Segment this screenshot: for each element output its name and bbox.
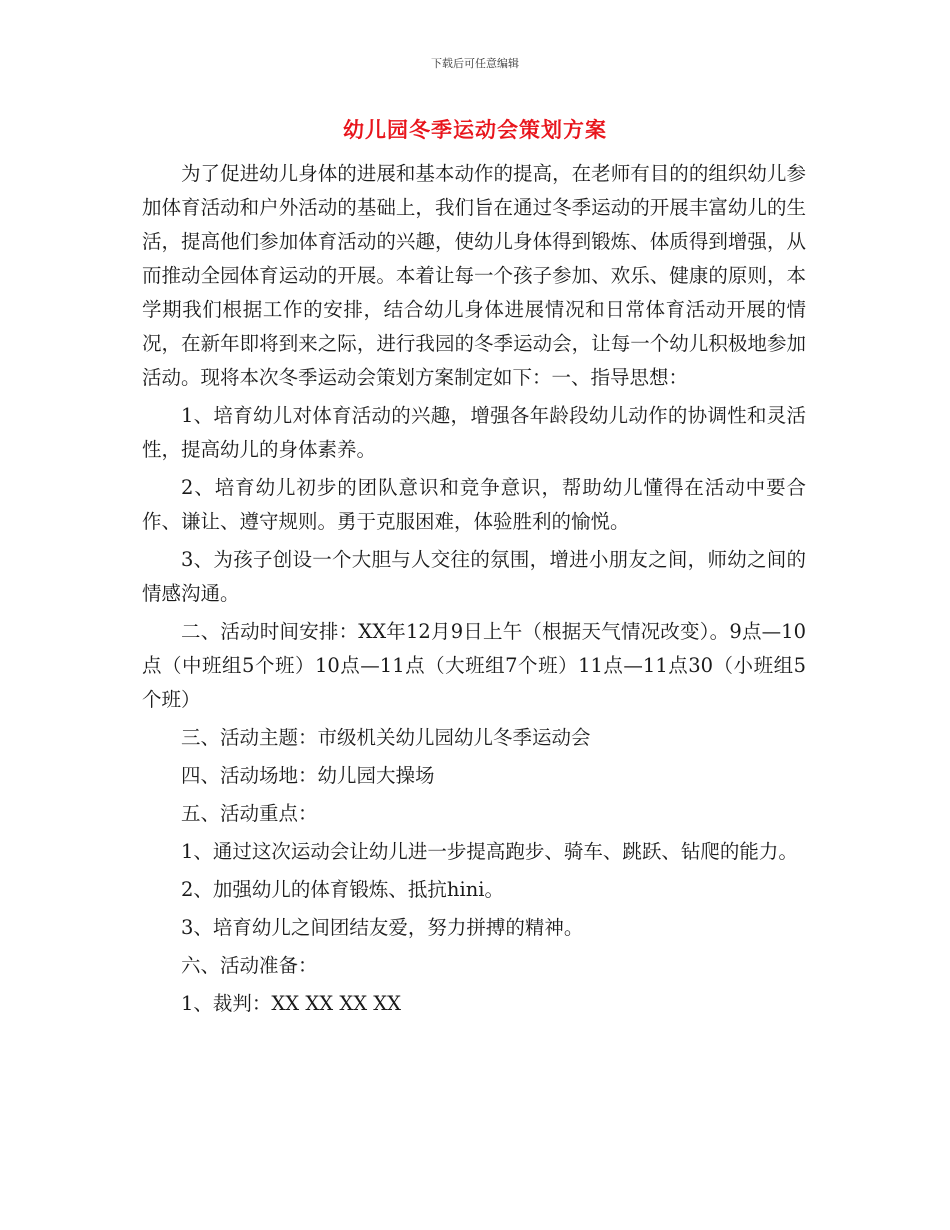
paragraph-item: 1、裁判：XX XX XX XX [181, 992, 402, 1015]
paragraph-venue: 四、活动场地：幼儿园大操场 [181, 764, 435, 787]
paragraph-item: 1、通过这次运动会让幼儿进一步提高跑步、骑车、跳跃、钻爬的能力。 [181, 840, 798, 863]
header-note: 下载后可任意编辑 [431, 57, 519, 70]
paragraph-heading-focus: 五、活动重点： [181, 802, 318, 825]
document-title: 幼儿园冬季运动会策划方案 [343, 117, 607, 142]
paragraph-item: 3、为孩子创设一个大胆与人交往的氛围，增进小朋友之间，师幼之间的情感沟通。 [142, 548, 806, 605]
document-body [142, 157, 806, 1021]
paragraph-intro: 为了促进幼儿身体的进展和基本动作的提高，在老师有目的的组织幼儿参加体育活动和户外活动的基础上，我们旨在通过冬季运动的开展丰富幼儿的生活，提高他们参加体育活动的兴趣，使幼儿身体得到锻炼、体质得到增强，从而推动全园体育运动的开展。本着让每一个孩子参加、欢乐、健康的原则，本学期我们根据工作的安排，结合幼儿身体进展情况和日常体育活动开展的情况，在新年即将到来之际，进行我园的冬季运动会，让每一个幼儿积极地参加活动。现将本次冬季运动会策划方案制定如下：一、指导思想： [142, 162, 806, 389]
paragraph-item: 1、培育幼儿对体育活动的兴趣，增强各年龄段幼儿动作的协调性和灵活性，提高幼儿的身体素养。 [142, 404, 806, 461]
paragraph-item: 2、培育幼儿初步的团队意识和竞争意识，帮助幼儿懂得在活动中要合作、谦让、遵守规则。勇于克服困难，体验胜利的愉悦。 [142, 476, 806, 533]
paragraph-item: 3、培育幼儿之间团结友爱，努力拼搏的精神。 [181, 916, 584, 939]
paragraph-heading-prep: 六、活动准备： [181, 954, 318, 977]
paragraph-theme: 三、活动主题：市级机关幼儿园幼儿冬季运动会 [181, 726, 591, 749]
paragraph-schedule: 二、活动时间安排：XX年12月9日上午（根据天气情况改变）。9点—10点（中班组5个班）10点—11点（大班组7个班）11点—11点30（小班组5个班） [142, 620, 806, 711]
paragraph-item: 2、加强幼儿的体育锻炼、抵抗hini。 [181, 878, 504, 901]
